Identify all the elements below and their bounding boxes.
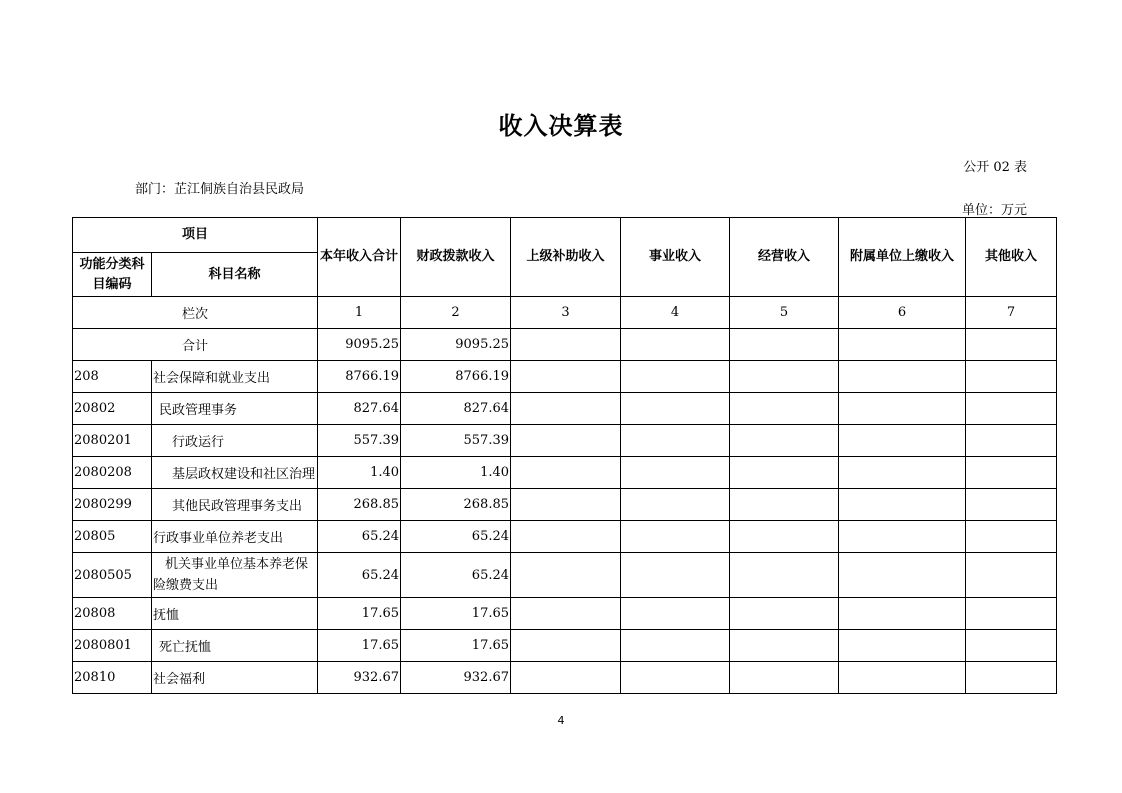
table-row	[73, 521, 1057, 553]
row-total: 65.24	[318, 553, 401, 598]
row-total: 932.67	[318, 662, 401, 694]
row-fiscal: 932.67	[401, 662, 511, 694]
unit-label: 单位：万元	[961, 203, 1027, 218]
row-fiscal: 65.24	[401, 521, 511, 553]
row-name: 行政运行	[152, 425, 318, 457]
row-total: 8766.19	[318, 361, 401, 393]
header-business: 事业收入	[621, 218, 730, 297]
table-row	[73, 361, 1057, 393]
row-fiscal: 827.64	[401, 393, 511, 425]
total-fiscal: 9095.25	[401, 329, 511, 361]
row-fiscal: 8766.19	[401, 361, 511, 393]
column-index-cell: 3	[511, 297, 621, 329]
total-amount: 9095.25	[318, 329, 401, 361]
income-table	[72, 217, 1057, 694]
header-operating: 经营收入	[730, 218, 839, 297]
table-row	[73, 489, 1057, 521]
row-total: 17.65	[318, 598, 401, 630]
header-row-1	[73, 218, 1057, 253]
row-name: 民政管理事务	[152, 393, 318, 425]
row-fiscal: 268.85	[401, 489, 511, 521]
row-fiscal: 17.65	[401, 598, 511, 630]
row-code: 20802	[73, 393, 152, 425]
header-affiliated: 附属单位上缴收入	[839, 218, 966, 297]
row-total: 557.39	[318, 425, 401, 457]
row-name: 社会保障和就业支出	[152, 361, 318, 393]
row-fiscal: 557.39	[401, 425, 511, 457]
header-total: 本年收入合计	[318, 218, 401, 297]
row-code: 2080299	[73, 489, 152, 521]
row-name: 抚恤	[152, 598, 318, 630]
row-code: 2080801	[73, 630, 152, 662]
row-code: 208	[73, 361, 152, 393]
row-total: 827.64	[318, 393, 401, 425]
row-total: 1.40	[318, 457, 401, 489]
column-index-cell: 2	[401, 297, 511, 329]
total-row	[73, 329, 1057, 361]
header-func-code: 功能分类科目编码	[73, 253, 152, 297]
row-code: 2080505	[73, 553, 152, 598]
row-fiscal: 17.65	[401, 630, 511, 662]
row-code: 20808	[73, 598, 152, 630]
column-index-cell: 4	[621, 297, 730, 329]
column-index-cell: 1	[318, 297, 401, 329]
form-number: 公开 02 表	[963, 160, 1027, 175]
column-index-cell: 6	[839, 297, 966, 329]
row-code: 20805	[73, 521, 152, 553]
column-index-cell: 5	[730, 297, 839, 329]
header-subject-name: 科目名称	[152, 253, 318, 297]
column-index-label: 栏次	[73, 297, 318, 329]
row-name: 社会福利	[152, 662, 318, 694]
row-fiscal: 65.24	[401, 553, 511, 598]
table-row	[73, 662, 1057, 694]
page-number: 4	[557, 714, 565, 727]
row-name: 死亡抚恤	[152, 630, 318, 662]
total-label: 合计	[73, 329, 318, 361]
table-row	[73, 457, 1057, 489]
row-name: 行政事业单位养老支出	[152, 521, 318, 553]
row-total: 268.85	[318, 489, 401, 521]
row-code: 2080208	[73, 457, 152, 489]
table-row	[73, 630, 1057, 662]
header-fiscal: 财政拨款收入	[401, 218, 511, 297]
column-index-cell: 7	[966, 297, 1057, 329]
row-fiscal: 1.40	[401, 457, 511, 489]
row-total: 65.24	[318, 521, 401, 553]
table-row	[73, 553, 1057, 598]
table-row	[73, 598, 1057, 630]
column-index-row	[73, 297, 1057, 329]
row-code: 20810	[73, 662, 152, 694]
row-name: 基层政权建设和社区治理	[152, 457, 318, 489]
department-label: 部门：芷江侗族自治县民政局	[135, 182, 305, 197]
row-name: 其他民政管理事务支出	[152, 489, 318, 521]
row-code: 2080201	[73, 425, 152, 457]
header-subsidy: 上级补助收入	[511, 218, 621, 297]
row-name: 机关事业单位基本养老保险缴费支出	[152, 553, 318, 598]
row-total: 17.65	[318, 630, 401, 662]
page-title: 收入决算表	[498, 112, 624, 140]
header-other: 其他收入	[966, 218, 1057, 297]
header-project: 项目	[73, 218, 318, 253]
table-row	[73, 393, 1057, 425]
table-row	[73, 425, 1057, 457]
